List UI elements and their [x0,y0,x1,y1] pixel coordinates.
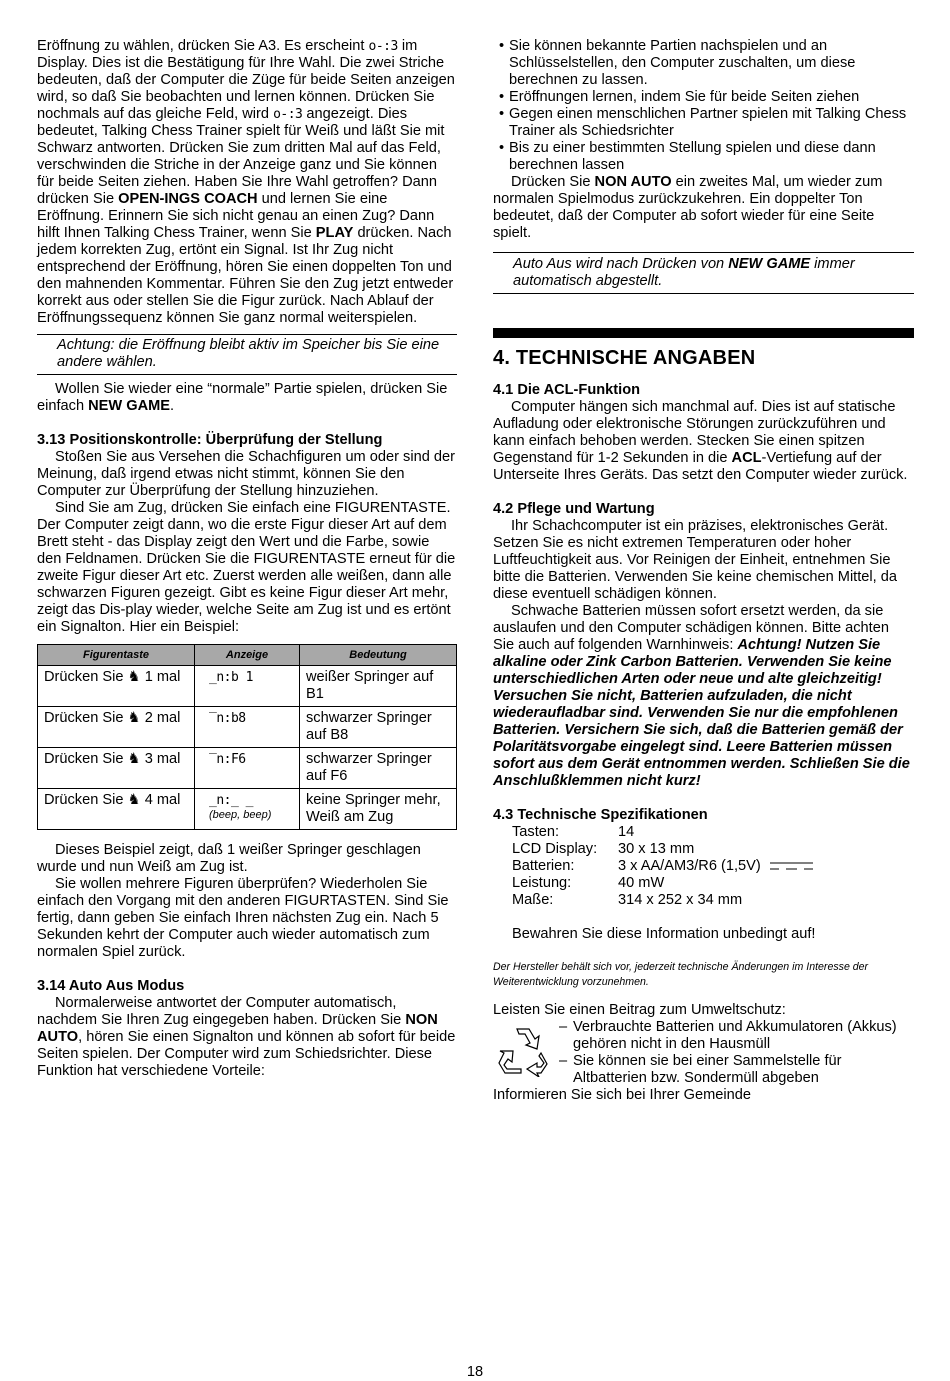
spec-label: Batterien: [512,858,575,874]
care-paragraph: Ihr Schachcomputer ist ein präzises, elektronisches Gerät. Setzen Sie es nicht extremen Temperaturen oder hoher Luftfeuchtigkeit aus. Vor Reinigen der Einheit, entnehmen Sie bitte die Batterien. Verwenden Sie keine chemischen Mittel, da diese eventuell schädigen können. [493,518,897,602]
spec-label: LCD Display: [512,841,598,857]
advantages-list [493,38,914,174]
table-row [38,666,457,707]
disclaimer-text: Der Hersteller behält sich vor, jederzeit technische Änderungen im Interesse der Weiterentwicklung vorzunehmen. [493,961,869,988]
spec-label: Leistung: [512,875,572,891]
list-item: • Eröffnungen lernen, indem Sie für beide Seiten ziehen [493,89,914,106]
press-cell: Drücken Sie ♞ 1 mal [38,666,195,707]
beep-note: (beep, beep) [209,809,272,821]
display-cell: ‾n:F6 [195,748,300,789]
table-header: Figurentaste [38,645,195,666]
meaning-cell: keine Springer mehr, Weiß am Zug [300,789,457,830]
recycle-icon [495,1021,551,1077]
environment-outro: Informieren Sie sich bei Ihrer Gemeinde [493,1087,751,1103]
lcd-display-text: o-:3 [368,39,398,54]
lcd-display-text: o-:3 [273,107,303,122]
list-item: – Verbrauchte Batterien und Akkumulatoren (Akkus) gehören nicht in den Hausmüll [559,1019,914,1053]
example-paragraph: Dieses Beispiel zeigt, daß 1 weißer Springer geschlagen wurde und nun Weiß am Zug ist. [37,842,421,875]
knight-icon: ♞ [127,751,141,767]
acl-paragraph: Computer hängen sich manchmal auf. Dies ist auf statische Aufladung oder elektronische Störungen zurückzuführen und kann einfach behoben werden. Stecken Sie einen spitzen Gegenstand für 1-2 Sekunden in die ACL-Vertiefung auf der Unterseite Ihres Geräts. Das setzt den Computer wieder zurück. [493,399,908,483]
specs-list [493,824,914,909]
press-cell: Drücken Sie ♞ 3 mal [38,748,195,789]
heading-auto-off: 3.14 Auto Aus Modus [37,978,185,994]
meaning-cell: schwarzer Springer auf B8 [300,707,457,748]
table-header: Bedeutung [300,645,457,666]
heading-specs: 4.3 Technische Spezifikationen [493,807,708,823]
table-row [38,748,457,789]
heading-acl: 4.1 Die ACL-Funktion [493,382,641,398]
note-auto-off: Auto Aus wird nach Drücken von NEW GAME immer automatisch abgestellt. [493,252,914,294]
display-cell: _n:b 1 [195,666,300,707]
page-number: 18 [466,1364,484,1380]
new-game-paragraph: Wollen Sie wieder eine “normale” Partie spielen, drücken Sie einfach NEW GAME. [37,381,448,414]
auto-off-paragraph: Normalerweise antwortet der Computer automatisch, nachdem Sie Ihren Zug eingegeben haben. Drücken Sie NON AUTO, hören Sie einen Signalton und können ab sofort für beide Seiten spielen. Der Computer wird zum Schiedsrichter. Diese Funktion hat verschiedene Vorteile: [37,995,456,1079]
note-opening-memory: Achtung: die Eröffnung bleibt aktiv im Speicher bis Sie eine andere wählen. [37,334,457,375]
list-item: – Sie können sie bei einer Sammelstelle für Altbatterien bzw. Sondermüll abgeben [559,1053,914,1087]
spec-label: Maße: [512,892,554,908]
meaning-cell: schwarzer Springer auf F6 [300,748,457,789]
table-header: Anzeige [195,645,300,666]
spec-value: 14 [618,824,635,840]
meaning-cell: weißer Springer auf B1 [300,666,457,707]
environment-block [493,1019,914,1087]
dc-symbol-icon [769,861,815,871]
knight-icon: ♞ [127,792,141,808]
left-column [37,38,457,1080]
position-check-paragraph: Stoßen Sie aus Versehen die Schachfiguren um oder sind der Meinung, daß irgend etwas nicht stimmt, können Sie den Computer zur Überprüfung der Stellung hinzuziehen. [37,449,455,499]
repeat-paragraph: Sie wollen mehrere Figuren überprüfen? Wiederholen Sie einfach den Vorgang mit den anderen FIGURTASTEN. Sind Sie fertig, dann geben Sie einfach Ihren nächsten Zug ein. Nach 5 Sekunden kehrt der Computer auch wieder automatisch zum normalen Spiel zurück. [37,876,449,960]
environment-intro: Leisten Sie einen Beitrag zum Umweltschutz: [493,1002,786,1018]
press-cell: Drücken Sie ♞ 2 mal [38,707,195,748]
spec-label: Tasten: [512,824,560,840]
spec-value: 3 x AA/AM3/R6 (1,5V) [618,858,914,875]
heading-position-check: 3.13 Positionskontrolle: Überprüfung der Stellung [37,432,383,448]
non-auto-paragraph: Drücken Sie NON AUTO ein zweites Mal, um wieder zum normalen Spielmodus zurückzukehren. Ein doppelter Ton bedeutet, daß der Computer ab sofort wieder für eine Seite spielt. [493,174,883,241]
list-item: • Bis zu einer bestimmten Stellung spielen und diese dann berechnen lassen [493,140,914,174]
section-divider-bar [493,328,914,338]
right-column [493,38,914,1104]
section-title: 4. TECHNISCHE ANGABEN [493,347,756,369]
battery-warning-paragraph: Schwache Batterien müssen sofort ersetzt werden, da sie auslaufen und den Computer schädigen können. Bitte achten Sie auch auf folgenden Warnhinweis: Achtung! Nutzen Sie alkaline oder Zink Carbon Batterien. Verwenden Sie keine unterschiedlichen Arten oder neue und alte gleichzeitig! Versuchen Sie nicht, Batterien aufzuladen, die nicht wiederaufladbar sind. Verwenden Sie nur die empfohlenen Batterien. Versichern Sie sich, daß die Batterien gemäß der Polaritätsvorgabe eingelegt sind. Leere Batterien müssen sofort aus dem Gerät entnommen werden. Schließen Sie die Anschlußklemmen nicht kurz! [493,603,910,789]
press-cell: Drücken Sie ♞ 4 mal [38,789,195,830]
table-row [38,789,457,830]
spec-value: 314 x 252 x 34 mm [618,892,743,908]
keep-info-text: Bewahren Sie diese Information unbedingt auf! [512,926,816,942]
heading-care: 4.2 Pflege und Wartung [493,501,655,517]
piece-check-table [37,644,457,830]
list-item: • Gegen einen menschlichen Partner spielen mit Talking Chess Trainer als Schiedsrichter [493,106,914,140]
display-cell: _n:_ _ (beep, beep) [195,789,300,830]
spec-value: 30 x 13 mm [618,841,695,857]
spec-value: 40 mW [618,875,665,891]
opening-paragraph: Eröffnung zu wählen, drücken Sie A3. Es erscheint o-:3 im Display. Dies ist die Bestätigung für Ihre Wahl. Die zwei Striche bedeuten, daß der Computer die Züge für beide Seiten anzeigen wird, so daß Sie beobachten und lernen können. Drücken Sie nochmals auf das gleiche Feld, wird o-:3 angezeigt. Dies bedeutet, Talking Chess Trainer spielt für Weiß und läßt Sie mit Schwarz antworten. Drücken Sie zum dritten Mal auf das Feld, verschwinden die Striche in der Anzeige ganz und Sie können für beide Seiten ziehen. Haben Sie Ihre Wahl getroffen? Dann drücken Sie OPEN-INGS COACH und lernen Sie eine Eröffnung. Erinnern Sie sich nicht genau an einen Zug? Dann hilft Ihnen Talking Chess Trainer, wenn Sie PLAY drücken. Nach jedem korrekten Zug, ertönt ein Signal. Ist Ihr Zug nicht entsprechend der Eröffnung, hören Sie einen doppelten Ton und den mahnenden Kommentar. Führen Sie den Zug jetzt entweder korrekt aus oder stellen Sie die Figur zurück. Nach Ablauf der Eröffnungssequenz können Sie ganz normal weiterspielen. [37,38,455,326]
environment-list [559,1019,914,1087]
table-row [38,707,457,748]
knight-icon: ♞ [127,710,141,726]
piece-key-paragraph: Sind Sie am Zug, drücken Sie einfach eine FIGURENTASTE. Der Computer zeigt dann, wo die erste Figur dieser Art auf dem Brett steht - das Display zeigt den Wert und die Farbe, sowie den Feldnamen. Drücken Sie die FIGURENTASTE erneut für die zweite Figur dieser Art etc. Zuerst werden alle weißen, dann alle schwarzen Figuren gezeigt. Gibt es keine Figur dieser Art mehr, zeigt das Dis-play wieder, welche Seite am Zug ist und es ertönt ein Signalton. Hier ein Beispiel: [37,500,456,635]
list-item: • Sie können bekannte Partien nachspielen und an Schlüsselstellen, den Computer zuschalten, um diese berechnen zu lassen. [493,38,914,89]
knight-icon: ♞ [127,669,141,685]
display-cell: ‾n:b8 [195,707,300,748]
